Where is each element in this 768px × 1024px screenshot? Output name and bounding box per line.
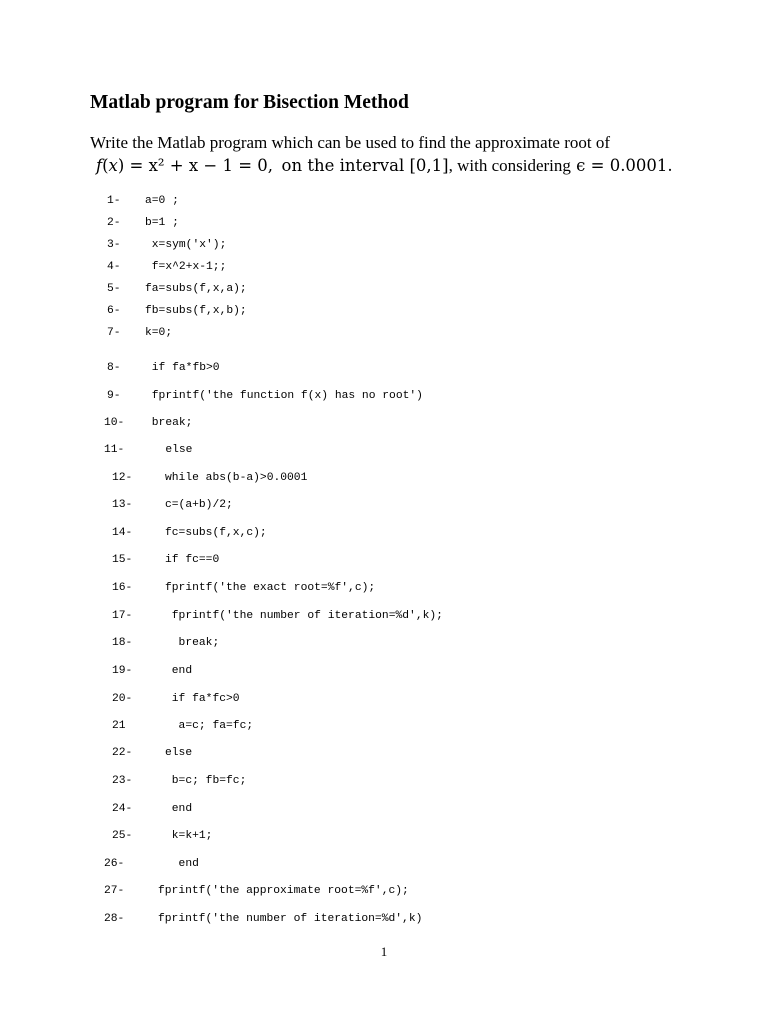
- line-number: 22-: [112, 747, 133, 759]
- code-line: else: [145, 444, 193, 456]
- function-expression: f(x) = x² + x − 1 = 0,: [96, 156, 274, 175]
- code-line: fc=subs(f,x,c);: [165, 527, 267, 539]
- line-number: 18-: [112, 637, 133, 649]
- line-number: 24-: [112, 803, 133, 815]
- line-number: 10-: [104, 417, 125, 429]
- code-line: b=1 ;: [145, 217, 179, 229]
- code-line: a=0 ;: [145, 195, 179, 207]
- code-line: fa=subs(f,x,a);: [145, 283, 247, 295]
- line-number: 12-: [112, 472, 133, 484]
- line-number: 5-: [107, 283, 121, 295]
- line-number: 13-: [112, 499, 133, 511]
- code-line: fprintf('the number of iteration=%d',k);: [165, 610, 443, 622]
- code-line: fb=subs(f,x,b);: [145, 305, 247, 317]
- line-number: 16-: [112, 582, 133, 594]
- line-number: 6-: [107, 305, 121, 317]
- code-line: k=0;: [145, 327, 173, 339]
- page-title: Matlab program for Bisection Method: [90, 92, 409, 113]
- code-line: if fa*fc>0: [165, 693, 240, 705]
- intro-paragraph: Write the Matlab program which can be used to find the approximate root of: [90, 133, 611, 152]
- line-number: 8-: [107, 362, 121, 374]
- code-line: else: [165, 747, 193, 759]
- code-line: break;: [165, 637, 220, 649]
- line-number: 21: [112, 720, 126, 732]
- line-number: 15-: [112, 554, 133, 566]
- code-line: c=(a+b)/2;: [165, 499, 233, 511]
- code-line: fprintf('the number of iteration=%d',k): [158, 913, 423, 925]
- code-line: fprintf('the approximate root=%f',c);: [158, 885, 409, 897]
- line-number: 11-: [104, 444, 125, 456]
- line-number: 1-: [107, 195, 121, 207]
- line-number: 25-: [112, 830, 133, 842]
- line-number: 26-: [104, 858, 125, 870]
- line-number: 3-: [107, 239, 121, 251]
- code-line: break;: [145, 417, 193, 429]
- line-number: 2-: [107, 217, 121, 229]
- line-number: 19-: [112, 665, 133, 677]
- line-number: 14-: [112, 527, 133, 539]
- line-number: 7-: [107, 327, 121, 339]
- considering-text: , with considering: [448, 156, 571, 175]
- formula-line: [96, 156, 673, 176]
- code-line: f=x^2+x-1;;: [145, 261, 227, 273]
- line-number: 17-: [112, 610, 133, 622]
- code-line: b=c; fb=fc;: [165, 775, 247, 787]
- code-line: end: [165, 858, 199, 870]
- code-line: fprintf('the exact root=%f',c);: [165, 582, 376, 594]
- code-line: fprintf('the function f(x) has no root'): [145, 390, 423, 402]
- code-line: end: [165, 665, 193, 677]
- code-line: x=sym('x');: [145, 239, 227, 251]
- code-line: while abs(b-a)>0.0001: [165, 472, 308, 484]
- page-number: 1: [380, 944, 388, 959]
- line-number: 27-: [104, 885, 125, 897]
- line-number: 23-: [112, 775, 133, 787]
- code-line: if fa*fb>0: [145, 362, 220, 374]
- code-line: a=c; fa=fc;: [165, 720, 254, 732]
- interval-text: on the interval [0,1]: [281, 156, 449, 175]
- line-number: 20-: [112, 693, 133, 705]
- code-line: end: [165, 803, 193, 815]
- line-number: 28-: [104, 913, 125, 925]
- code-line: k=k+1;: [165, 830, 213, 842]
- line-number: 9-: [107, 390, 121, 402]
- code-line: if fc==0: [165, 554, 220, 566]
- epsilon-expression: ϵ = 0.0001.: [570, 156, 673, 175]
- line-number: 4-: [107, 261, 121, 273]
